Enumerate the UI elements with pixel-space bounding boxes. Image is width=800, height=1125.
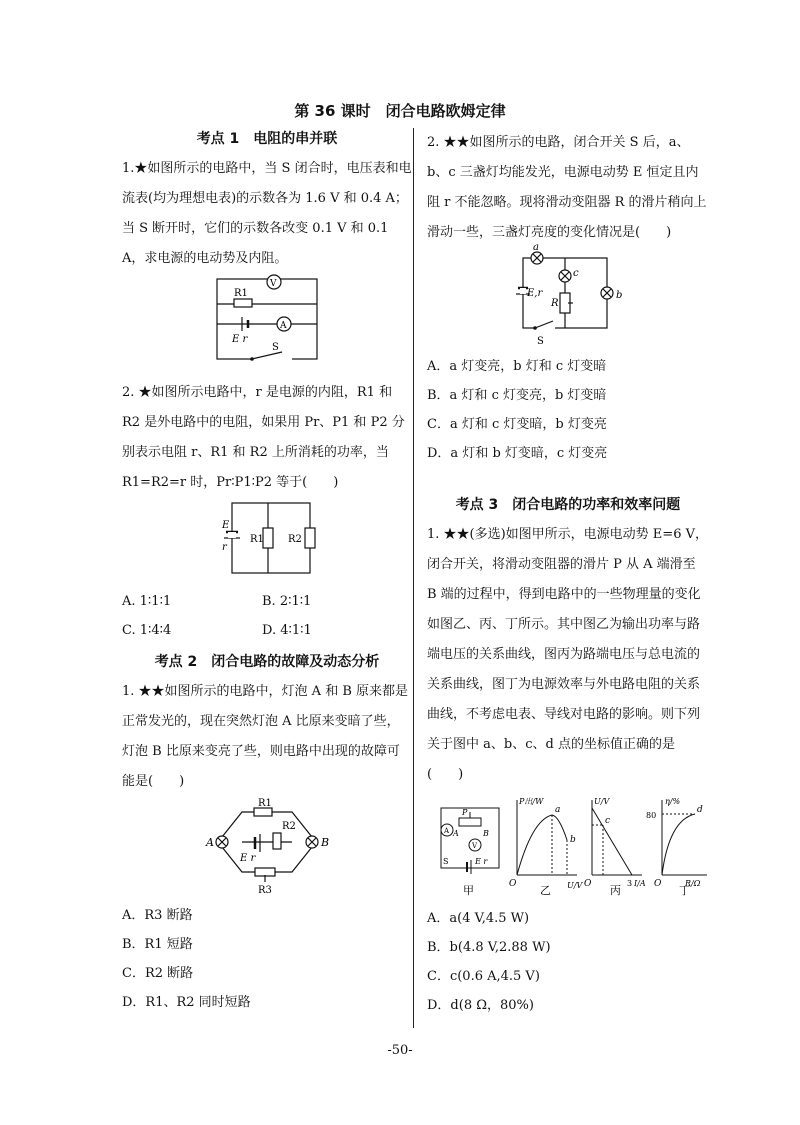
- page-number: -50-: [387, 1043, 413, 1058]
- fig1-er-label: E r: [232, 334, 248, 345]
- fig1-switch-label: S: [272, 342, 279, 353]
- fig2-e-label: E: [222, 520, 230, 531]
- q5-option-c[interactable]: C．c(0.6 A,4.5 V): [427, 969, 540, 984]
- q5-option-a[interactable]: A．a(4 V,4.5 W): [427, 911, 530, 926]
- q3-option-b[interactable]: B．R1 短路: [122, 937, 193, 952]
- fig4-lamp-b-label: b: [616, 290, 623, 301]
- fig2-r-label: r: [222, 542, 227, 553]
- fig1-r1-label: R1: [234, 288, 248, 299]
- fig-bing-label: 丙: [610, 884, 621, 897]
- fig4-lamp-c-label: c: [573, 268, 579, 279]
- fig4-lamp-a-label: a: [533, 242, 539, 253]
- q3-option-d[interactable]: D．R1、R2 同时短路: [122, 995, 251, 1010]
- fig4-switch-label: S: [537, 336, 544, 347]
- question-2: 2. ★如图所示电路中，r 是电源的内阻，R1 和 R2 是外电路中的电阻，如果用 Pr、P1 和 P2 分别表示电阻 r、R1 和 R2 上所消耗的功率，当 R1=R2=r 时，Pr∶P1∶P2 等于( ): [122, 385, 405, 490]
- page-title: 第 36 课时 闭合电路欧姆定律: [294, 102, 506, 120]
- section-heading-3: 考点 3 闭合电路的功率和效率问题: [455, 497, 681, 513]
- question-4: 2. ★★如图所示的电路，闭合开关 S 后，a、b、c 三盏灯均能发光，电源电动势 E 恒定且内阻 r 不能忽略。现将滑动变阻器 R 的滑片稍向上滑动一些，三盏灯亮度的变化情况是( ): [427, 135, 707, 240]
- q5-option-b[interactable]: B．b(4.8 V,2.88 W): [427, 940, 551, 955]
- fig5-switch-label: S: [443, 857, 449, 866]
- q2-option-c[interactable]: C. 1∶4∶4: [122, 623, 172, 638]
- fig2-r1-label: R1: [250, 534, 264, 545]
- circuit-figure-4: [427, 242, 709, 348]
- fig-ding-x-axis: R/Ω: [685, 879, 701, 888]
- fig3-lamp-b-label: B: [321, 836, 330, 849]
- fig5-er-label: E r: [475, 857, 488, 866]
- fig5-end-b-label: B: [483, 829, 489, 838]
- fig-bing-origin: O: [584, 879, 592, 889]
- fig2-r2-label: R2: [288, 534, 302, 545]
- fig-bing-x-axis: I/A: [634, 879, 646, 888]
- q3-option-a[interactable]: A．R3 断路: [122, 908, 193, 923]
- q4-option-c[interactable]: C．a 灯和 c 灯变暗，b 灯变亮: [427, 417, 607, 432]
- fig3-er-label: E r: [240, 853, 256, 864]
- fig4-er-label: E,r: [527, 288, 543, 299]
- section-heading-1: 考点 1 电阻的串并联: [196, 131, 338, 147]
- fig5-voltmeter-icon: V: [472, 842, 478, 850]
- fig3-lamp-a-label: A: [206, 836, 214, 849]
- fig-yi-label: 乙: [540, 884, 551, 897]
- q4-option-a[interactable]: A．a 灯变亮，b 灯和 c 灯变暗: [427, 359, 607, 374]
- graph-figure-5: [427, 790, 709, 900]
- fig-ding-y-axis: η/%: [665, 797, 681, 806]
- fig-ding-label: 丁: [679, 884, 690, 897]
- fig-ding-tick-80: 80: [646, 811, 657, 820]
- circuit-figure-3: [122, 797, 412, 897]
- question-5: 1. ★★(多选)如图甲所示，电源电动势 E=6 V，闭合开关，将滑动变阻器的滑片 P 从 A 端滑至 B 端的过程中，得到电路中的一些物理量的变化如图乙、丙、丁所示。其中图乙为输出功率与路端电压的关系曲线，图丙为路端电压与总电流的关系曲线，图丁为电源效率与外电路电阻的关系曲线，不考虑电表、导线对电路的影响。则下列关于图中 a、b、c、d 点的坐标值正确的是( ): [427, 527, 708, 782]
- point-c-label: c: [605, 816, 611, 826]
- ammeter-icon: A: [280, 321, 287, 331]
- q3-option-c[interactable]: C．R2 断路: [122, 966, 194, 981]
- q5-option-d[interactable]: D．d(8 Ω，80%): [427, 998, 534, 1013]
- fig-ding-origin: O: [654, 879, 662, 889]
- fig-bing-tick-3: 3: [627, 879, 633, 888]
- right-column: [427, 128, 709, 1020]
- fig4-r-label: R: [551, 298, 559, 309]
- left-column: [122, 128, 412, 1017]
- point-b-label: b: [570, 835, 576, 845]
- fig-bing-y-axis: U/V: [594, 797, 610, 806]
- fig3-r3-label: R3: [258, 885, 272, 896]
- fig-yi-y-axis: P出/W: [519, 797, 544, 806]
- fig-yi-x-axis: U/V: [567, 881, 583, 890]
- q2-option-b[interactable]: B. 2∶1∶1: [262, 594, 312, 609]
- point-d-label: d: [697, 805, 703, 815]
- fig3-r2-label: R2: [282, 821, 296, 832]
- column-divider: [413, 128, 414, 1028]
- circuit-figure-1: [122, 274, 412, 374]
- q4-option-d[interactable]: D．a 灯和 b 灯变暗，c 灯变亮: [427, 446, 608, 461]
- q2-option-d[interactable]: D. 4∶1∶1: [262, 623, 312, 638]
- voltmeter-icon: V: [270, 279, 277, 289]
- section-heading-2: 考点 2 闭合电路的故障及动态分析: [154, 654, 380, 670]
- question-3: 1. ★★如图所示的电路中，灯泡 A 和 B 原来都是正常发光的，现在突然灯泡 A 比原来变暗了些，灯泡 B 比原来变亮了些，则电路中出现的故障可能是( ): [122, 684, 409, 789]
- fig5-ammeter-icon: A: [444, 827, 450, 835]
- q2-option-a[interactable]: A. 1∶1∶1: [122, 594, 172, 609]
- q4-option-b[interactable]: B．a 灯和 c 灯变亮，b 灯变暗: [427, 388, 607, 403]
- q2-options-row-2: [122, 616, 412, 645]
- question-1: 1.★如图所示的电路中，当 S 闭合时，电压表和电流表(均为理想电表)的示数各为 1.6 V 和 0.4 A；当 S 断开时，它们的示数各改变 0.1 V 和 0.1 A，求电源的电动势及内阻。: [122, 161, 412, 266]
- point-a-label: a: [555, 805, 561, 815]
- fig5-end-a-label: A: [453, 829, 459, 838]
- fig-yi-origin: O: [509, 879, 517, 889]
- fig5-p-label: P: [462, 808, 468, 817]
- fig-jia-label: 甲: [463, 884, 474, 897]
- q2-options-row-1: [122, 587, 412, 616]
- circuit-figure-2: [122, 498, 412, 583]
- fig3-r1-label: R1: [258, 798, 272, 809]
